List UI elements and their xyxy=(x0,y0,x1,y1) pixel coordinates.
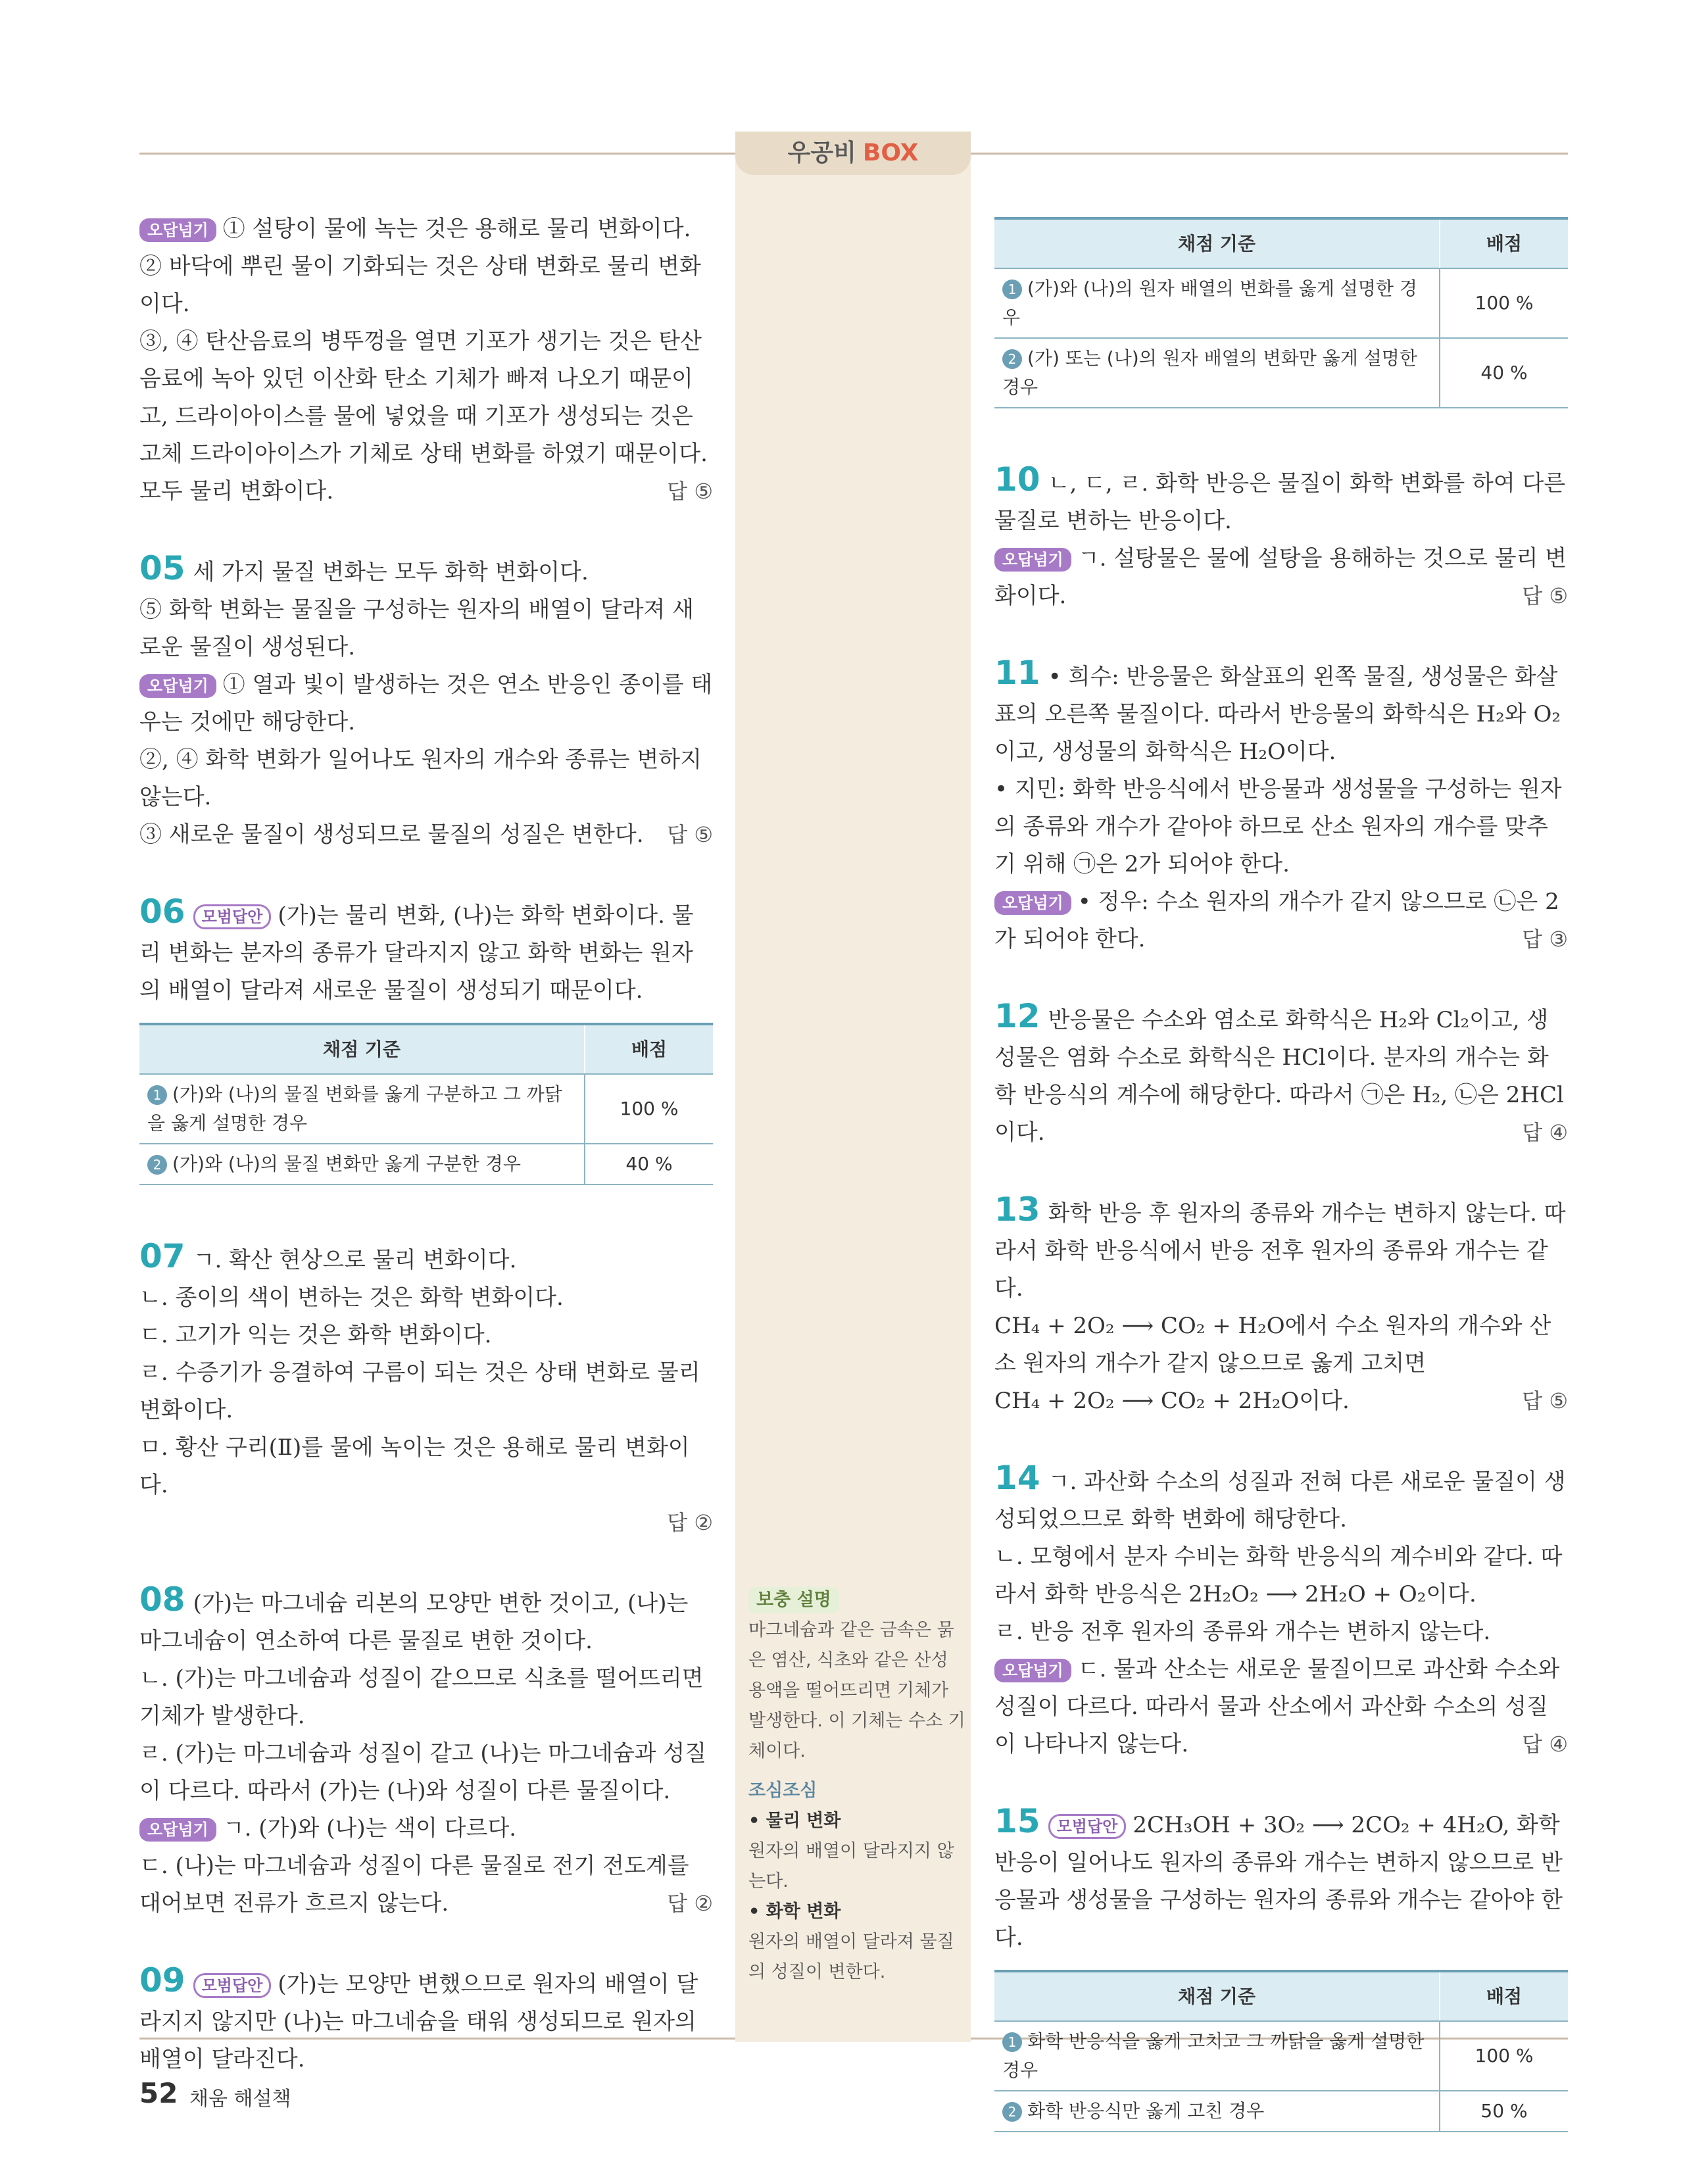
side-note: 보충 설명 마그네슘과 같은 금속은 묽은 염산, 식초와 같은 산성 용액을 떨어뜨리면 기체가 발생한다. 이 기체는 수소 기체이다. 조심조심 • 물리 변화 원자의 배열이 달라지지 않는다. • 화학 변화 원자의 배열이 달라져 물질의 성질이 변한다. xyxy=(748,1585,965,1988)
left-column: 오답넘기 ① 설탕이 물에 녹는 것은 용해로 물리 변화이다. ② 바닥에 뿌린 물이 기화되는 것은 상태 변화로 물리 변화이다. ③, ④ 탄산음료의 병뚜껑을 열면 기포가 생기는 것은 탄산음료에 녹아 있던 이산화 탄소 기체가 빠져 나오기 때문이고, 드라이아이스를 물에 넣었을 때 기포가 생성되는 것은 고체 드라이아이스가 기체로 상태 변화를 하였기 때문이다. 모두 물리 변화이다. 답 ⑤ 05 세 가지 물질 변화는 모두 화학 변화이다. ⑤ 화학 변화는 물질을 구성하는 원자의 배열이 달라져 새로운 물질이 생성된다. 오답넘기 ① 열과 빛이 발생하는 것은 연소 반응인 종이를 태우는 것에만 해당한다. ②, ④ 화학 변화가 일어나도 원자의 개수와 종류는 변하지 않는다. ③ 새로운 물질이 생성되므로 물질의 성질은 변한다. 답 ⑤ 06 모범답안 (가)는 물리 변화, (나)는 화학 변화이다. 물리 변화는 분자의 종류가 달라지지 않고 화학 변화는 원자의 배열이 달라져 새로운 물질이 생성되기 때문이다. 채점 기준 배점 1 (가)와 (나)의 물질 변화를 옳게 구분하고 그 까닭을 옳게 설명한 경우 100 % 2 (가)와 (나)의 물질 변화만 옳게 구분한 경우 40 % 07 ㄱ. 확산 현상으로 물리 변화이다. ㄴ. 종이의 색이 변하는 것은 화학 변화이다. ㄷ. 고기가 익는 것은 화학 변화이다. ㄹ. 수증기가 응결하여 구름이 되는 것은 상태 변화로 물리 변화이다. ㅁ. 황산 구리(Ⅱ)를 물에 녹이는 것은 용해로 물리 변화이다. 답 ② 08 (가)는 마그네슘 리본의 모양만 변한 것이고, (나)는 마그네슘이 연소하여 다른 물질로 변한 것이다. ㄴ. (가)는 마그네슘과 성질이 같으므로 식초를 떨어뜨리면 기체가 발생한다. ㄹ. (가)는 마그네슘과 성질이 같고 (나)는 마그네슘과 성질이 다르다. 따라서 (가)는 (나)와 성질이 다른 물질이다. 오답넘기 ㄱ. (가)와 (나)는 색이 다르다. ㄷ. (나)는 마그네슘과 성질이 다른 물질로 전기 전도계를 대어보면 전류가 흐르지 않는다. 답 ② 09 모범답안 (가)는 모양만 변했으므로 원자의 배열이 달라지지 않지만 (나)는 마그네슘을 태워 생성되므로 원자의 배열이 달라진다. xyxy=(139,216,713,2072)
wrong-tag: 오답넘기 xyxy=(139,218,216,242)
criteria-table-09: 채점 기준 배점 1 (가)와 (나)의 원자 배열의 변화를 옳게 설명한 경우 100 % 2 (가) 또는 (나)의 원자 배열의 변화만 옳게 설명한 경우 40 % xyxy=(994,217,1568,408)
book-label: 채움 해설책 xyxy=(189,2088,291,2111)
page-number: 52 xyxy=(139,2077,178,2109)
right-column: 채점 기준 배점 1 (가)와 (나)의 원자 배열의 변화를 옳게 설명한 경우 100 % 2 (가) 또는 (나)의 원자 배열의 변화만 옳게 설명한 경우 40 % 10 ㄴ, ㄷ, ㄹ. 화학 반응은 물질이 화학 변화를 하여 다른 물질로 변하는 반응이다. 오답넘기 ㄱ. 설탕물은 물에 설탕을 용해하는 것으로 물리 변화이다. 답 ⑤ 11 • 희수: 반응물은 화살표의 왼쪽 물질, 생성물은 화살표의 오른쪽 물질이다. 따라서 반응물의 화학식은 H₂와 O₂이고, 생성물의 화학식은 H₂O이다. • 지민: 화학 반응식에서 반응물과 생성물을 구성하는 원자의 종류와 개수가 같아야 하므로 산소 원자의 개수를 맞추기 위해 ㉠은 2가 되어야 한다. 오답넘기 • 정우: 수소 원자의 개수가 같지 않으므로 ㉡은 2가 되어야 한다. 답 ③ 12 반응물은 수소와 염소로 화학식은 H₂와 Cl₂이고, 생성물은 염화 수소로 화학식은 HCl이다. 분자의 개수는 화학 반응식의 계수에 해당한다. 따라서 ㉠은 H₂, ㉡은 2HCl이다. 답 ④ 13 화학 반응 후 원자의 종류와 개수는 변하지 않는다. 따라서 화학 반응식에서 반응 전후 원자의 종류와 개수는 같다. CH₄ + 2O₂ ⟶ CO₂ + H₂O에서 수소 원자의 개수와 산소 원자의 개수가 같지 않으므로 옳게 고치면 CH₄ + 2O₂ ⟶ CO₂ + 2H₂O이다. 답 ⑤ 14 ㄱ. 과산화 수소의 성질과 전혀 다른 새로운 물질이 생성되었으므로 화학 변화에 해당한다. ㄴ. 모형에서 분자 수비는 화학 반응식의 계수비와 같다. 따라서 화학 반응식은 2H₂O₂ ⟶ 2H₂O + O₂이다. ㄹ. 반응 전후 원자의 종류와 개수는 변하지 않는다. 오답넘기 ㄷ. 물과 산소는 새로운 물질이므로 과산화 수소와 성질이 다르다. 따라서 물과 산소에서 과산화 수소의 성질이 나타나지 않는다. 답 ④ 15 모범답안 2CH₃OH + 3O₂ ⟶ 2CO₂ + 4H₂O, 화학 반응이 일어나도 원자의 종류와 개수는 변하지 않으므로 반응물과 생성물을 구성하는 원자의 종류와 개수는 같아야 한다. 채점 기준 배점 1 화학 반응식을 옳게 고치고 그 까닭을 옳게 설명한 경우 100 % 2 화학 반응식만 옳게 고친 경우 50 % xyxy=(994,210,1568,2145)
answer-mark: 답 ⑤ xyxy=(667,479,713,504)
supplement-label: 보충 설명 xyxy=(748,1587,839,1613)
criteria-table-15: 채점 기준 배점 1 화학 반응식을 옳게 고치고 그 까닭을 옳게 설명한 경우 100 % 2 화학 반응식만 옳게 고친 경우 50 % xyxy=(994,1970,1568,2132)
caution-label: 조심조심 xyxy=(748,1780,817,1801)
criteria-table-06: 채점 기준 배점 1 (가)와 (나)의 물질 변화를 옳게 구분하고 그 까닭을 옳게 설명한 경우 100 % 2 (가)와 (나)의 물질 변화만 옳게 구분한 경우 40 % xyxy=(139,1023,713,1185)
box-title: 우공비 BOX xyxy=(735,132,971,175)
